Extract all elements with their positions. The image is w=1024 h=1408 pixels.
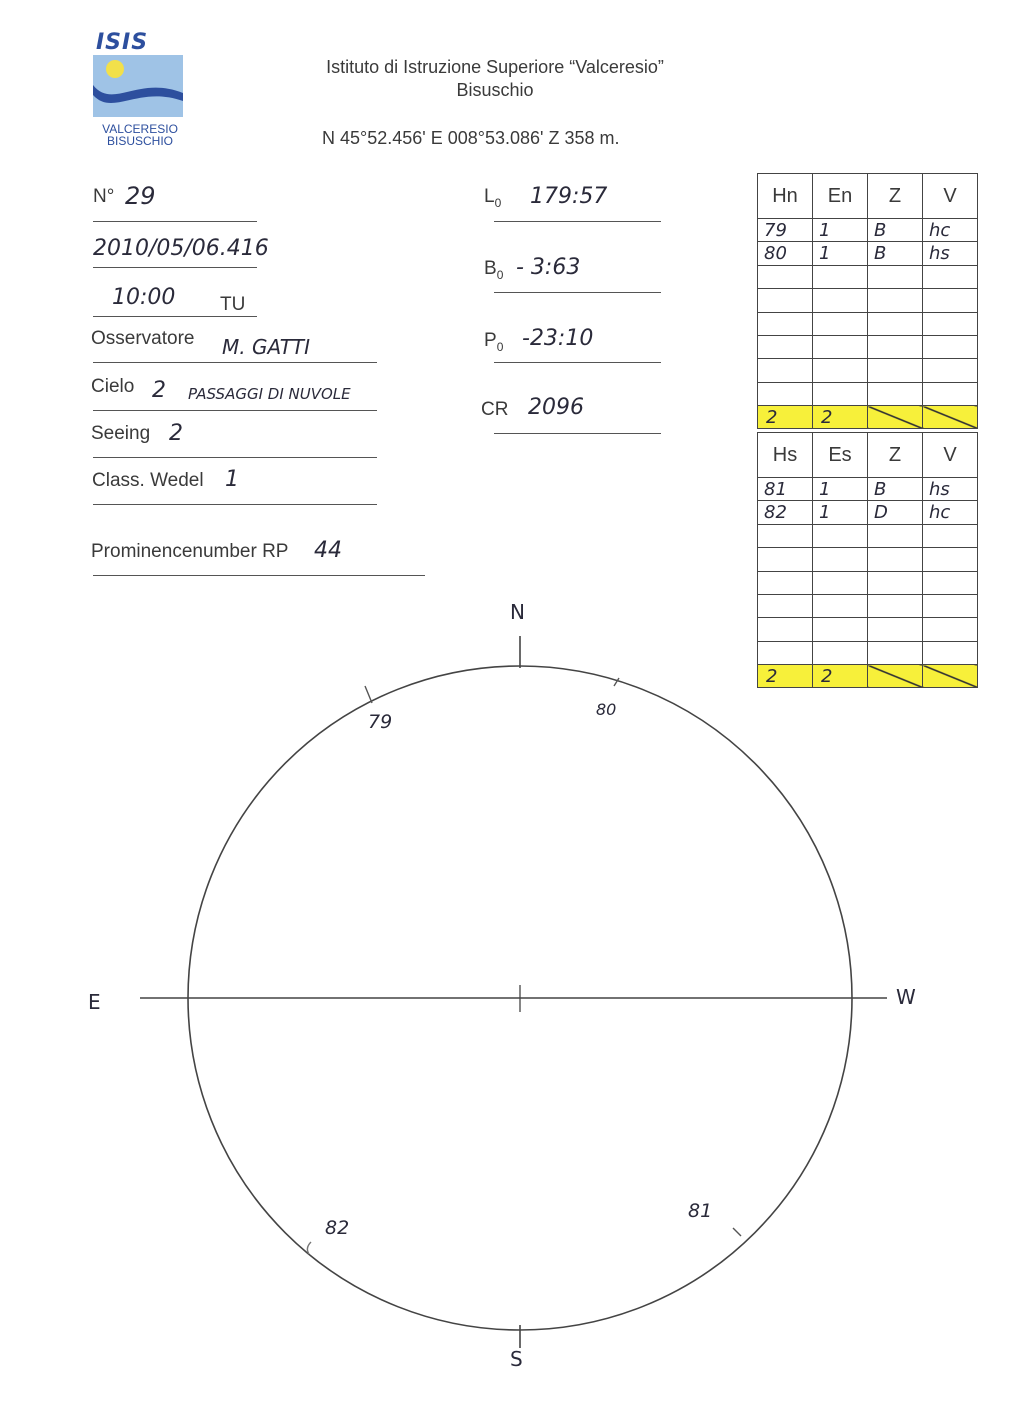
- north-cell: 1: [813, 219, 868, 242]
- cr-value: 2096: [528, 395, 584, 420]
- north-col-en: En: [813, 174, 868, 219]
- north-col-hn: Hn: [758, 174, 813, 219]
- sky-note: PASSAGGI DI NUVOLE: [188, 385, 351, 403]
- number-label: N°: [93, 186, 115, 207]
- south-total-sum: 2: [813, 665, 868, 688]
- north-cell: B: [868, 219, 923, 242]
- time-value: 10:00: [112, 285, 176, 310]
- north-cell: 1: [813, 242, 868, 265]
- prominence-mark-81: [733, 1228, 741, 1236]
- sky-value: 2: [152, 378, 166, 403]
- logo-wordmark: ISIS: [96, 30, 149, 55]
- observer-value: M. GATTI: [222, 335, 311, 359]
- south-col-v: V: [923, 433, 978, 478]
- south-cell: 82: [758, 501, 813, 524]
- north-total-sum: 2: [813, 406, 868, 429]
- south-cell: hs: [923, 478, 978, 501]
- prominence-mark-82: [307, 1242, 311, 1254]
- south-cell: B: [868, 478, 923, 501]
- institute-name: Istituto di Istruzione Superiore “Valceresio”: [326, 57, 664, 77]
- compass-east: E: [88, 990, 101, 1014]
- institute-town: Bisuschio: [456, 80, 534, 100]
- b0-label: $B_0$: [484, 258, 504, 282]
- south-col-z: Z: [868, 433, 923, 478]
- compass-west: W: [896, 985, 916, 1009]
- seeing-label: Seeing: [91, 423, 151, 444]
- north-col-z: Z: [868, 174, 923, 219]
- time-unit: TU: [220, 294, 246, 315]
- prominence-mark-79: [365, 686, 372, 703]
- south-cell: 1: [813, 478, 868, 501]
- south-col-es: Es: [813, 433, 868, 478]
- prominence-label-82: 82: [325, 1217, 350, 1239]
- north-cell: hc: [923, 219, 978, 242]
- observer-label: Osservatore: [91, 328, 195, 349]
- prominence-label-79: 79: [368, 711, 393, 733]
- wedel-value: 1: [225, 467, 239, 492]
- north-cell: 79: [758, 219, 813, 242]
- south-cell: hc: [923, 501, 978, 524]
- north-cell: hs: [923, 242, 978, 265]
- l0-value: 179:57: [530, 184, 608, 209]
- cr-label: CR: [481, 399, 509, 420]
- number-value: 29: [125, 182, 156, 210]
- south-total-count: 2: [758, 665, 813, 688]
- compass-south: S: [510, 1347, 523, 1371]
- p0-label: $P_0$: [484, 330, 504, 354]
- site-coordinates: N 45°52.456' E 008°53.086' Z 358 m.: [322, 128, 620, 148]
- b0-value: - 3:63: [516, 255, 581, 280]
- north-cell: B: [868, 242, 923, 265]
- sky-label: Cielo: [91, 376, 135, 397]
- compass-north: N: [510, 600, 525, 624]
- p0-value: -23:10: [522, 326, 594, 351]
- prominence-label-80: 80: [596, 700, 617, 719]
- north-cell: 80: [758, 242, 813, 265]
- l0-label: $L_0$: [484, 186, 502, 210]
- logo-caption-line1: VALCERESIO: [102, 122, 178, 136]
- date-value: 2010/05/06.416: [93, 236, 269, 261]
- south-col-hs: Hs: [758, 433, 813, 478]
- logo-caption-line2: BISUSCHIO: [106, 134, 173, 148]
- south-cell: D: [868, 501, 923, 524]
- seeing-value: 2: [169, 421, 183, 446]
- north-total-count: 2: [758, 406, 813, 429]
- north-col-v: V: [923, 174, 978, 219]
- rp-value: 44: [314, 538, 342, 563]
- rp-label: Prominencenumber RP: [91, 541, 289, 562]
- south-cell: 81: [758, 478, 813, 501]
- wedel-label: Class. Wedel: [92, 470, 204, 491]
- prominence-label-81: 81: [688, 1200, 713, 1222]
- south-cell: 1: [813, 501, 868, 524]
